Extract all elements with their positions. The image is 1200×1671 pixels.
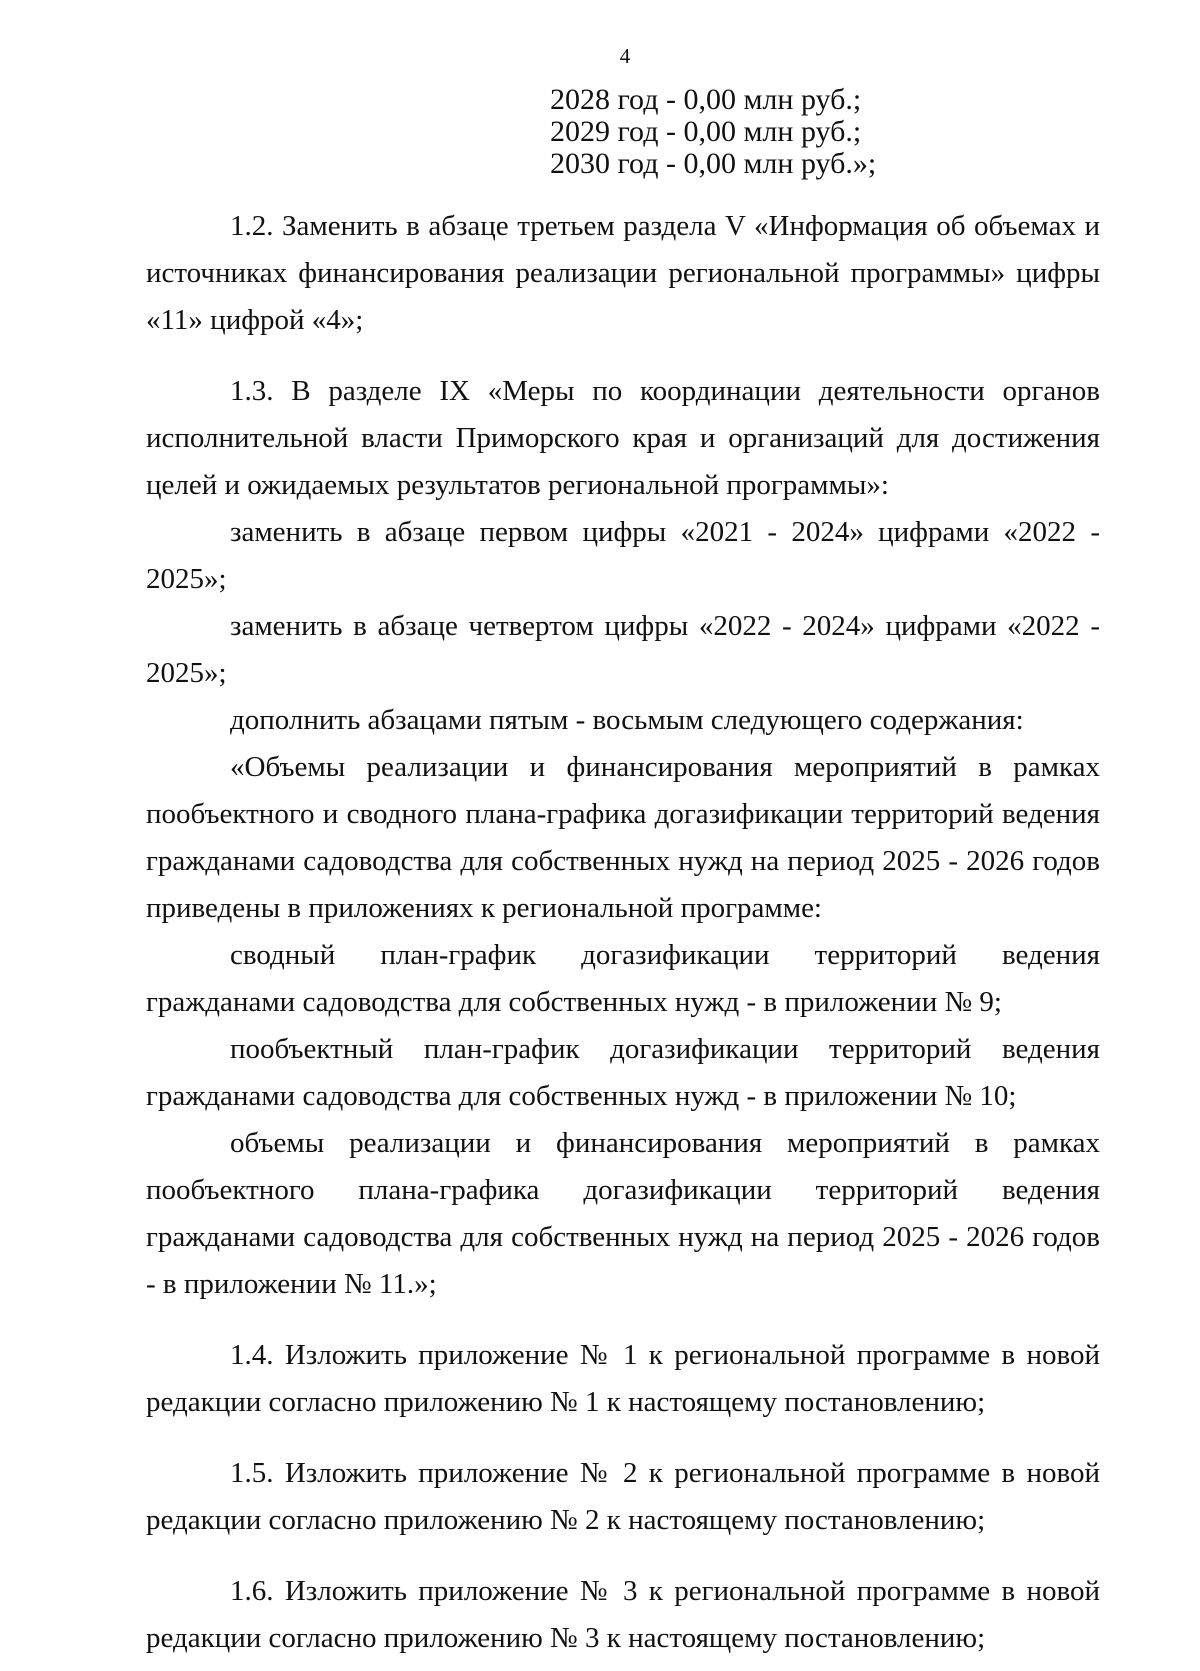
funding-line-2029: 2029 год - 0,00 млн руб.; (550, 115, 862, 148)
funding-line-2030: 2030 год - 0,00 млн руб.»; (550, 147, 877, 180)
paragraph-appendix-10: пообъектный план-график догазификации территорий ведения гражданами садоводства для собственных нужд - в приложении № 10; (146, 1033, 1100, 1112)
paragraph-1-4: 1.4. Изложить приложение № 1 к региональной программе в новой редакции согласно приложению № 1 к настоящему постановлению; (146, 1339, 1100, 1418)
paragraph-1-3: 1.3. В разделе IX «Меры по координации деятельности органов исполнительной власти Приморского края и организаций для достижения целей и ожидаемых результатов региональной программы»: (146, 375, 1100, 501)
paragraph-1-2: 1.2. Заменить в абзаце третьем раздела V «Информация об объемах и источниках финансирования реализации региональной программы» цифры «11» цифрой «4»; (146, 210, 1100, 336)
paragraph-appendix-9: сводный план-график догазификации территорий ведения гражданами садоводства для собственных нужд - в приложении № 9; (146, 939, 1100, 1018)
paragraph-replace-fourth: заменить в абзаце четвертом цифры «2022 - 2024» цифрами «2022 - 2025»; (146, 610, 1100, 689)
funding-line-2028: 2028 год - 0,00 млн руб.; (550, 83, 862, 116)
funding-list (550, 84, 876, 180)
paragraph-appendix-11: объемы реализации и финансирования мероприятий в рамках пообъектного плана-графика догазификации территорий ведения гражданами садоводства для собственных нужд на период 2025 - 2026 годов - в приложении № 11.»; (146, 1127, 1100, 1300)
paragraph-replace-first: заменить в абзаце первом цифры «2021 - 2024» цифрами «2022 - 2025»; (146, 516, 1100, 595)
document-body (146, 203, 1100, 1662)
paragraph-volumes: «Объемы реализации и финансирования мероприятий в рамках пообъектного и сводного плана-графика догазификации территорий ведения гражданами садоводства для собственных нужд на период 2025 - 2026 годов приведены в приложениях к региональной программе: (146, 751, 1100, 924)
paragraph-1-6: 1.6. Изложить приложение № 3 к региональной программе в новой редакции согласно приложению № 3 к настоящему постановлению; (146, 1575, 1100, 1654)
paragraph-supplement: дополнить абзацами пятым - восьмым следующего содержания: (230, 704, 1024, 736)
page-number: 4 (619, 44, 631, 68)
paragraph-1-5: 1.5. Изложить приложение № 2 к региональной программе в новой редакции согласно приложению № 2 к настоящему постановлению; (146, 1457, 1100, 1536)
